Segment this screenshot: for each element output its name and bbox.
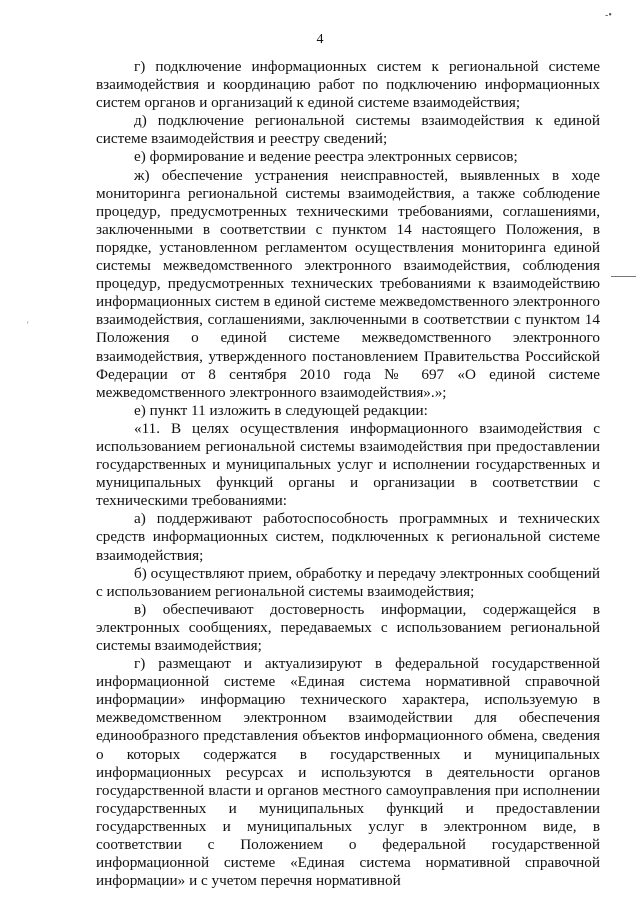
margin-tick: ' xyxy=(27,320,29,330)
margin-dash xyxy=(611,276,636,277)
paragraph-b-messages: б) осуществляют прием, обработку и передачу электронных сообщений с использованием региональной системы взаимодействия; xyxy=(96,564,600,600)
page-number: 4 xyxy=(316,32,324,47)
paragraph-zh-monitoring: ж) обеспечение устранения неисправностей, выявленных в ходе мониторинга региональной системы взаимодействия, а также соблюдение процедур, предусмотренных техническими требованиями, соглашениями, заключенными в соответствии с пунктом 14 настоящего Положения, в порядке, установленном регламентом осуществления мониторинга единой системы межведомственного электронного взаимодействия, соблюдения процедур, предусмотренных технических требованиями к взаимодействию информационных систем в единой системе межведомственного электронного взаимодействия, соглашениями, заключенными в соответствии с пунктом 14 Положения о единой системе межведомственного электронного взаимодействия, утвержденного постановлением Правительства Российской Федерации от 8 сентября 2010 года № 697 «О единой системе межведомственного электронного взаимодействия».»; xyxy=(96,166,600,401)
paragraph-g-connection: г) подключение информационных систем к региональной системе взаимодействия и координацию работ по подключению информационных систем органов и организаций к единой системе взаимодействия; xyxy=(96,58,600,112)
paragraph-a-support: а) поддерживают работоспособность программных и технических средств информационных систем, подключенных к региональной системе взаимодействия; xyxy=(96,510,600,564)
paragraph-e-registry: е) формирование и ведение реестра электронных сервисов; xyxy=(134,148,518,166)
paragraph-e-item-11: е) пункт 11 изложить в следующей редакции: xyxy=(134,401,428,419)
scan-mark: -• xyxy=(605,10,612,21)
paragraph-g-publication: г) размещают и актуализируют в федеральной государственной информационной системе «Единая система нормативной справочной информации» информацию технического характера, используемую в межведомственном электронном взаимодействии для обеспечения единообразного представления объектов информационного обмена, сведения о которых содержатся в государственных и муниципальных информационных ресурсах и используются в деятельности органов государственной власти и органов местного самоуправления при исполнении государственных и муниципальных функций и предоставлении государственных и муниципальных услуг в электронном виде, в соответствии с Положением о федеральной государственной информационной системе «Единая система нормативной справочной информации» и с учетом перечня нормативной xyxy=(96,655,600,890)
paragraph-v-reliability: в) обеспечивают достоверность информации, содержащейся в электронных сообщениях, передаваемых с использованием региональной системы взаимодействия; xyxy=(96,600,600,654)
document-body xyxy=(96,58,600,890)
paragraph-d-connection: д) подключение региональной системы взаимодействия к единой системе взаимодействия и реестру сведений; xyxy=(96,112,600,148)
paragraph-item-11: «11. В целях осуществления информационного взаимодействия с использованием региональной системы взаимодействия при предоставлении государственных и муниципальных услуг и исполнении государственных и муниципальных функций органы и организации в соответствии с техническими требованиями: xyxy=(96,419,600,510)
